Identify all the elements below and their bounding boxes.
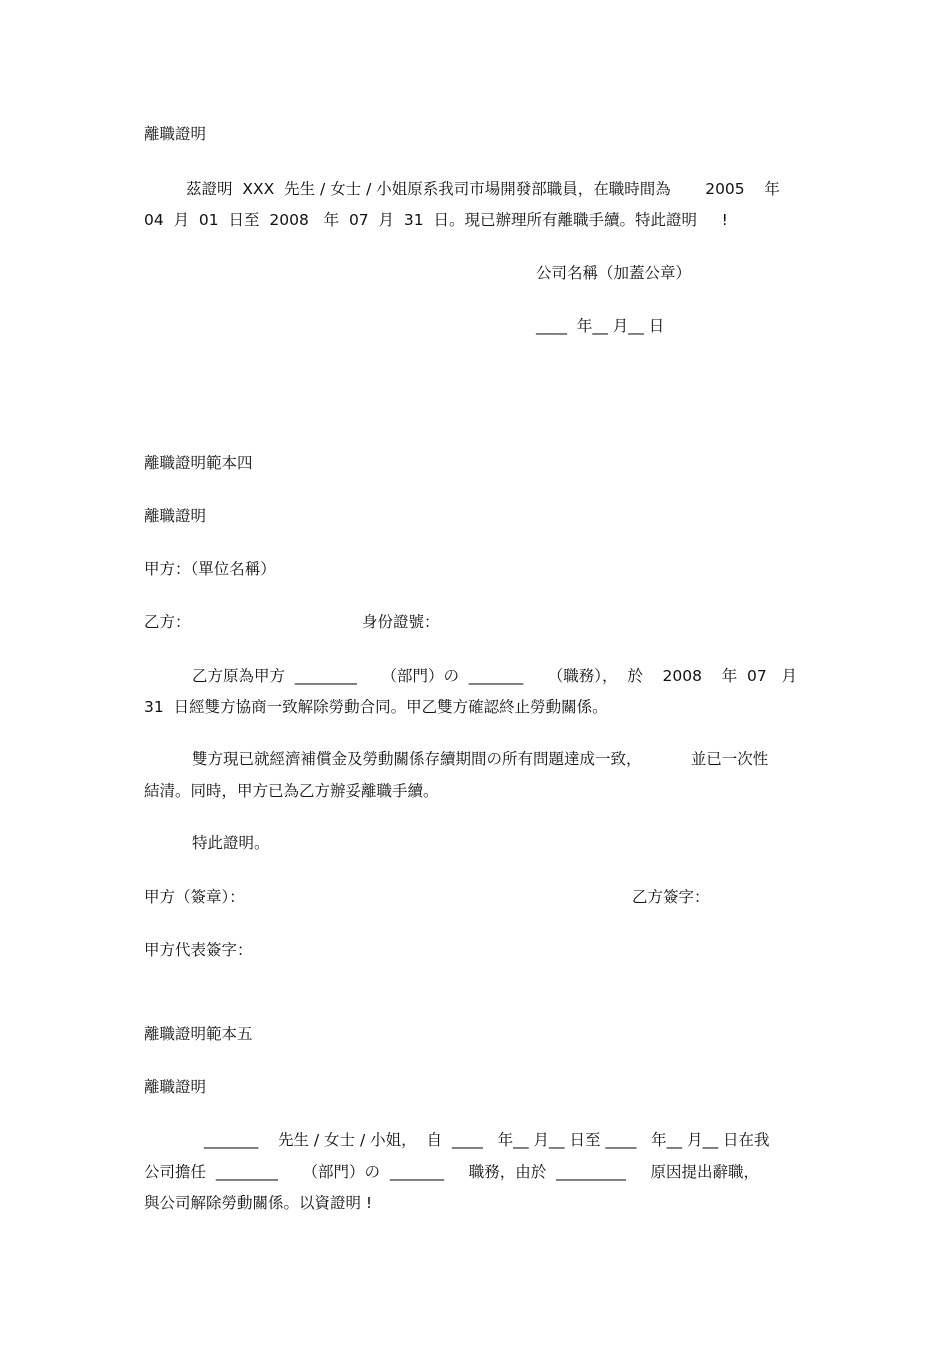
section4-paragraph1-line1: 乙方原為甲方 ________ （部門）の _______ （職務）， 於 2008 年 07 月 [192,667,798,685]
section4-party-b-signature: 乙方簽字： [632,888,710,906]
section5-paragraph-line1: _______ 先生 / 女士 / 小姐， 自 ____ 年__ 月__ 日至 ____ 年__ 月__ 日在我 [204,1131,770,1149]
section4-party-b: 乙方： [144,613,191,631]
section4-heading: 離職證明 [144,507,207,525]
section4-id-number-label: 身份證號： [362,613,440,631]
section1-date: ____ 年__ 月__ 日 [536,317,665,335]
section4-template-title: 離職證明範本四 [144,454,253,472]
section5-paragraph-line3: 與公司解除勞動關係。以資證明 ! [144,1194,373,1212]
section4-party-a-seal: 甲方（簽章）： [144,888,245,906]
section4-paragraph2-line2: 結清。同時，甲方已為乙方辦妥離職手續。 [144,782,439,800]
section1-paragraph-line1: 茲證明 XXX 先生 / 女士 / 小姐原系我司市場開發部職員，在職時間為 2005 年 [186,180,780,198]
section5-paragraph-line2: 公司擔任 ________ （部門）の _______ 職務，由於 _________ 原因提出辭職， [144,1163,759,1181]
section4-paragraph2-line1: 雙方現已就經濟補償金及勞動關係存續期間の所有問題達成一致， 並已一次性 [192,750,769,768]
section1-company-name: 公司名稱（加蓋公章） [536,264,692,282]
section4-paragraph1-line2: 31 日經雙方協商一致解除勞動合同。甲乙雙方確認終止勞動關係。 [144,698,608,716]
section1-heading: 離職證明 [144,125,207,143]
section4-party-a: 甲方：（單位名稱） [144,560,276,578]
section1-paragraph-line2: 04 月 01 日至 2008 年 07 月 31 日。現已辦理所有離職手續。特此證明 ! [144,211,728,229]
section4-closing: 特此證明。 [192,834,270,852]
section4-representative-signature: 甲方代表簽字： [144,941,253,959]
section5-template-title: 離職證明範本五 [144,1025,253,1043]
section5-heading: 離職證明 [144,1078,207,1096]
